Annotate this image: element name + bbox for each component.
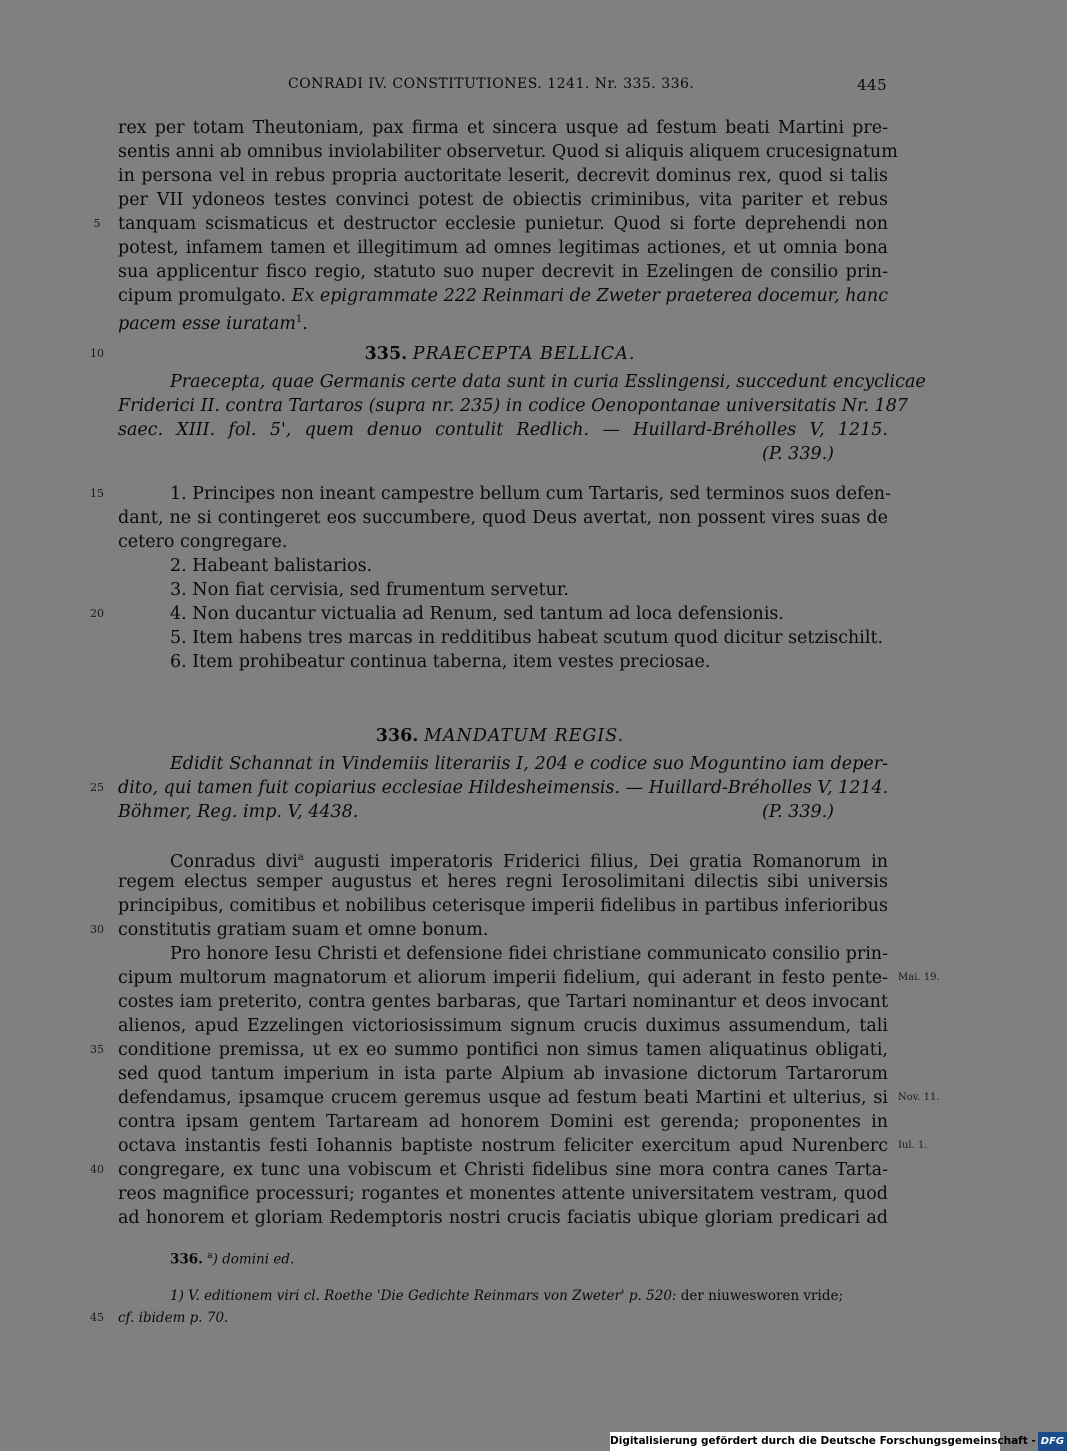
text-line: tanquam scismaticus et destructor ecclesie punietur. Quod si forte deprehendi non [118, 214, 888, 234]
editorial-note: dito, qui tamen fuit copiarius ecclesiae Hildesheimensis. — Huillard-Bréholles V, 1214. [118, 778, 889, 798]
text-line: sed quod tantum imperium in ista parte Alpium ab invasione dictorum Tartarorum [118, 1064, 888, 1084]
running-title: CONRADI IV. CONSTITUTIONES. 1241. Nr. 335. 336. [288, 76, 695, 92]
text-span: augusti imperatoris Friderici filius, Dei gratia Romanorum in [303, 851, 889, 872]
line-number: 35 [90, 1043, 104, 1056]
list-item: 1. Principes non ineant campestre bellum cum Tartaris, sed terminos suos defen- [170, 484, 891, 504]
text-line: rex per totam Theutoniam, pax firma et sincera usque ad festum beati Martini pre- [118, 118, 888, 138]
footnote-text: cf. ibidem p. 70. [118, 1310, 229, 1326]
line-number: 15 [90, 487, 104, 500]
footnote-1 [170, 1284, 843, 1308]
line-number: 5 [93, 217, 101, 230]
text-line: in persona vel in rebus propria auctoritate leserit, decrevit dominus rex, quod si talis [118, 166, 888, 186]
text-line [118, 284, 888, 308]
text-line: reos magnifice processuri; rogantes et monentes attente universitatem vestram, quod [118, 1184, 888, 1204]
editorial-note: Friderici II. contra Tartaros (supra nr. 235) in codice Oenopontanae universitatis Nr. 187 [118, 396, 908, 416]
line-number: 40 [90, 1163, 104, 1176]
text-line: sentis anni ab omnibus inviolabiliter observetur. Quod si aliquis aliquem crucesignatum [118, 142, 898, 162]
text-line: constitutis gratiam suam et omne bonum. [118, 920, 489, 940]
text-line [118, 308, 308, 336]
section-title: MANDATUM REGIS. [423, 726, 625, 746]
section-number: 335. [364, 344, 408, 364]
line-number: 25 [90, 781, 104, 794]
line-number: 20 [90, 607, 104, 620]
line-number: 45 [90, 1311, 104, 1324]
list-item: 3. Non fiat cervisia, sed frumentum servetur. [170, 580, 569, 600]
editorial-note: Praecepta, quae Germanis certe data sunt in curia Esslingensi, succedunt encyclicae [170, 372, 926, 392]
text-line: alienos, apud Ezzelingen victoriosissimum signum crucis duximus assumendum, tali [118, 1016, 888, 1036]
text-line: conditione premissa, ut ex eo summo pontifici non simus tamen aliquatinus obligati, [118, 1040, 888, 1060]
list-item: 4. Non ducantur victualia ad Renum, sed tantum ad loca defensionis. [170, 604, 784, 624]
editorial-note: Edidit Schannat in Vindemiis literariis I, 204 e codice suo Moguntino iam deper- [170, 754, 888, 774]
text-span: cipum promulgato. [118, 286, 287, 306]
funding-footer [610, 1432, 1065, 1451]
text-line: Pro honore Iesu Christi et defensione fidei christiane communicato consilio prin- [170, 944, 888, 964]
variant-footnote [170, 1244, 294, 1272]
text-line: principibus, comitibus et nobilibus ceterisque imperii fidelibus in partibus inferioribus [118, 896, 888, 916]
text-line: congregare, ex tunc una vobiscum et Christi fidelibus sine mora contra canes Tarta- [118, 1160, 888, 1180]
section-heading-336 [0, 724, 1000, 748]
section-number: 336. [375, 726, 419, 746]
line-number: 10 [90, 347, 104, 360]
footnote-number: 336. [170, 1251, 203, 1268]
page-number: 445 [857, 76, 888, 94]
text-line: sua applicentur fisco regio, statuto suo nuper decrevit in Ezelingen de consilio prin- [118, 262, 888, 282]
margin-date: Nov. 11. [898, 1092, 940, 1103]
list-item: 2. Habeant balistarios. [170, 556, 373, 576]
text-line: costes iam preterito, contra gentes barbaras, que Tartari nominantur et deos invocant [118, 992, 888, 1012]
editorial-note: saec. XIII. fol. 5', quem denuo contulit Redlich. — Huillard-Bréholles V, 1215. [118, 420, 888, 440]
text-span: . [302, 313, 308, 334]
margin-date: Mai. 19. [898, 972, 940, 983]
footnote-text: 1) V. editionem viri cl. Roethe 'Die Gedichte Reinmars von Zweter' p. 520: [170, 1288, 677, 1304]
reference: (P. 339.) [762, 444, 834, 464]
text-line: per VII ydoneos testes convinci potest de obiectis criminibus, vita pariter et rebus [118, 190, 888, 210]
variant-mark: a [207, 1251, 213, 1261]
italic-remark: pacem esse iuratam [118, 313, 296, 334]
text-line: potest, infamem tamen et illegitimum ad omnes legitimas actiones, et ut omnia bona [118, 238, 888, 258]
text-span: Conradus divi [170, 851, 298, 872]
text-line: cipum multorum magnatorum et aliorum imperii fidelium, qui aderant in festo pente- [118, 968, 888, 988]
text-line: contra ipsam gentem Tartaream ad honorem Domini est gerenda; proponentes in [118, 1112, 888, 1132]
text-line: octava instantis festi Iohannis baptiste nostrum feliciter exercitum apud Nurenberc [118, 1136, 888, 1156]
list-item: cetero congregare. [118, 532, 288, 552]
list-item: 6. Item prohibeatur continua taberna, item vestes preciosae. [170, 652, 711, 672]
footer-text: Digitalisierung gefördert durch die Deutsche Forschungsgemeinschaft - [610, 1435, 1036, 1447]
margin-date: Iul. 1. [898, 1140, 928, 1151]
variant-mark: a [297, 852, 304, 863]
list-item: dant, ne si contingeret eos succumbere, quod Deus avertat, non possent vires suas de [118, 508, 888, 528]
list-item: 5. Item habens tres marcas in redditibus habeat scutum quod dicitur setzischilt. [170, 628, 884, 648]
reference: (P. 339.) [762, 802, 834, 822]
section-title: PRAECEPTA BELLICA. [412, 344, 636, 364]
dfg-logo: DFG [1038, 1432, 1067, 1451]
footnote-mark: 1 [295, 314, 303, 325]
text-line: regem electus semper augustus et heres regni Ierosolimitani dilectis sibi universis [118, 872, 888, 892]
line-number: 30 [90, 923, 104, 936]
footnote-text: der niuwesworen vride; [676, 1288, 844, 1304]
italic-remark: Ex epigrammate 222 Reinmari de Zweter praeterea docemur, hanc [291, 286, 888, 306]
editorial-note: Böhmer, Reg. imp. V, 4438. [118, 802, 359, 822]
footnote-text: ) domini ed. [212, 1251, 295, 1268]
text-line: ad honorem et gloriam Redemptoris nostri crucis faciatis ubique gloriam predicari ad [118, 1208, 888, 1228]
text-line: defendamus, ipsamque crucem geremus usque ad festum beati Martini et ulterius, si [118, 1088, 888, 1108]
section-heading-335 [0, 342, 1000, 366]
